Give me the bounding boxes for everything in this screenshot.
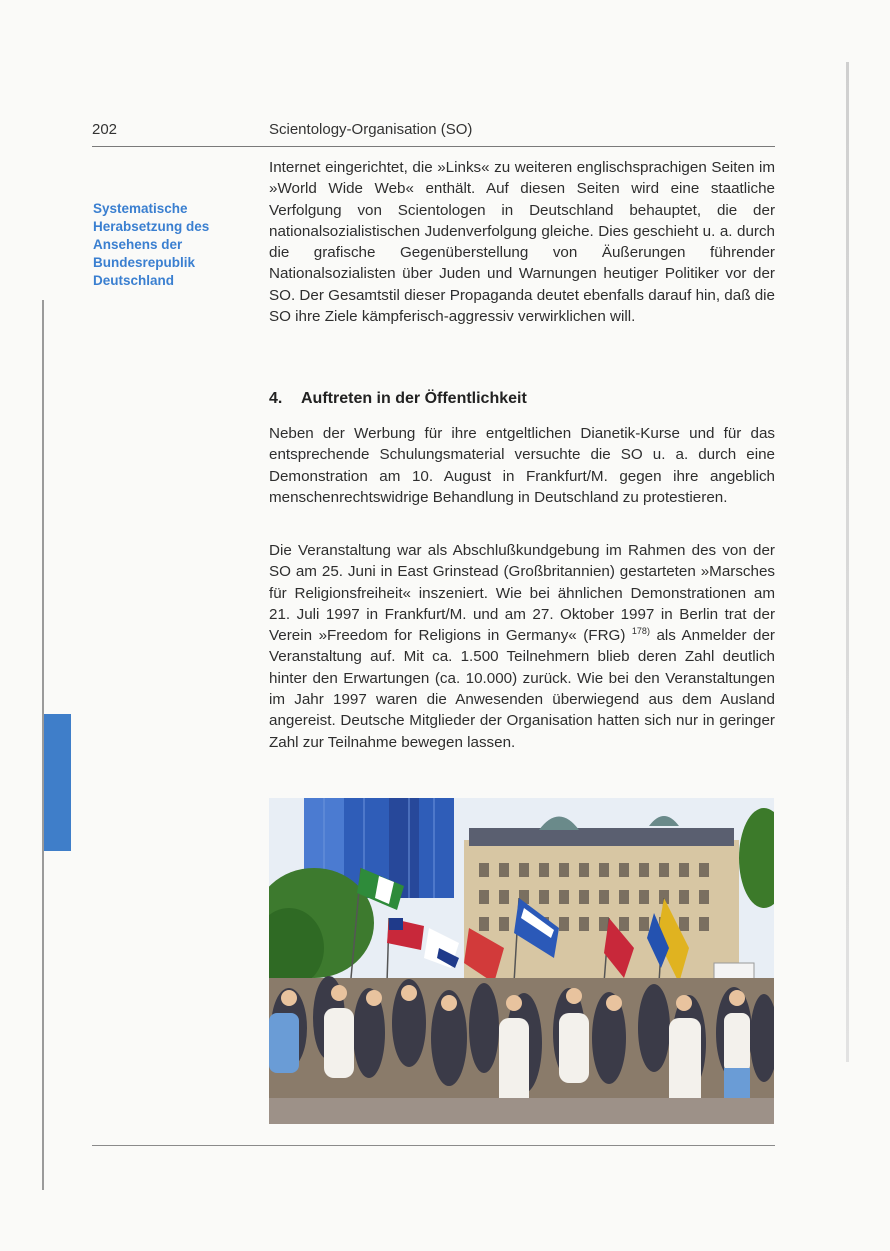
demonstration-photo [269, 798, 774, 1124]
margin-note-line: Deutschland [93, 273, 175, 288]
margin-note-line: Bundesrepublik [93, 255, 196, 270]
page-header [92, 118, 775, 144]
header-rule [92, 146, 775, 147]
paragraph-text-part: Die Veranstaltung war als Abschlußkundgebung im Rahmen des von der SO am 25. Juni in East Grinstead (Großbritannien) gestarteten »Marsches für Religionsfreiheit« inszeniert. Wie bei ähnlichen Demonstrationen am 21. Juli 1997 in Frankfurt/M. und am 27. Oktober 1997 in Berlin trat der Verein »Freedom for Religions in Germany« (FRG) [269, 542, 775, 645]
section-number: 4. [269, 390, 283, 407]
paragraph-internet [269, 157, 775, 327]
paragraph-text-part: als Anmelder der Veranstaltung auf. Mit ca. 1.500 Teilnehmern blieb deren Zahl deutlich hinter den Erwartungen (ca. 10.000) zurück. Wie bei den Veranstaltungen im Jahr 1997 waren die Anwesenden überwiegend aus dem Ausland angereist. Deutsche Mitglieder der Organisation hatten sich nur in geringer Zahl zur Teilnahme bewegen lassen. [269, 627, 775, 751]
page-number: 202 [92, 121, 118, 138]
section-title: Auftreten in der Öffentlichkeit [301, 390, 527, 407]
scan-edge-right [846, 62, 849, 1062]
photo-illustration [269, 798, 774, 1124]
margin-note-line: Ansehens der [93, 237, 183, 252]
paragraph-veranstaltung [269, 540, 775, 753]
section-heading [269, 390, 775, 408]
paragraph-text: Neben der Werbung für ihre entgeltlichen Dianetik-Kurse und für das entsprechende Schulungsmaterial versuchte die SO u. a. durch eine Demonstration am 10. August in Frankfurt/M. gegen ihre angeblich menschenrechtswidrige Behandlung in Deutschland zu protestieren. [269, 425, 775, 506]
running-title: Scientology-Organisation (SO) [269, 121, 473, 138]
margin-note-line: Systematische [93, 201, 188, 216]
paragraph-text: Internet eingerichtet, die »Links« zu weiteren englischsprachigen Seiten im »World Wide Web« enthält. Auf diesen Seiten wird eine staatliche Verfolgung von Scientologen in Deutschland behauptet, die der nationalsozialistischen Judenverfolgung gleiche. Dies geschieht u. a. durch die grafische Gegenüberstellung von Äußerungen führender Nationalsozialisten über Juden und Warnungen heutiger Politiker vor der SO. Der Gesamtstil dieser Propaganda deutet ebenfalls darauf hin, daß die SO ihre Ziele kämpferisch-aggressiv verwirklichen will. [269, 159, 775, 326]
margin-note [93, 200, 253, 290]
chapter-tab-marker [44, 714, 71, 851]
footer-rule [92, 1145, 775, 1146]
paragraph-werbung [269, 423, 775, 508]
paragraph-text [269, 540, 775, 753]
footnote-marker: 178) [631, 626, 650, 637]
margin-note-line: Herabsetzung des [93, 219, 210, 234]
